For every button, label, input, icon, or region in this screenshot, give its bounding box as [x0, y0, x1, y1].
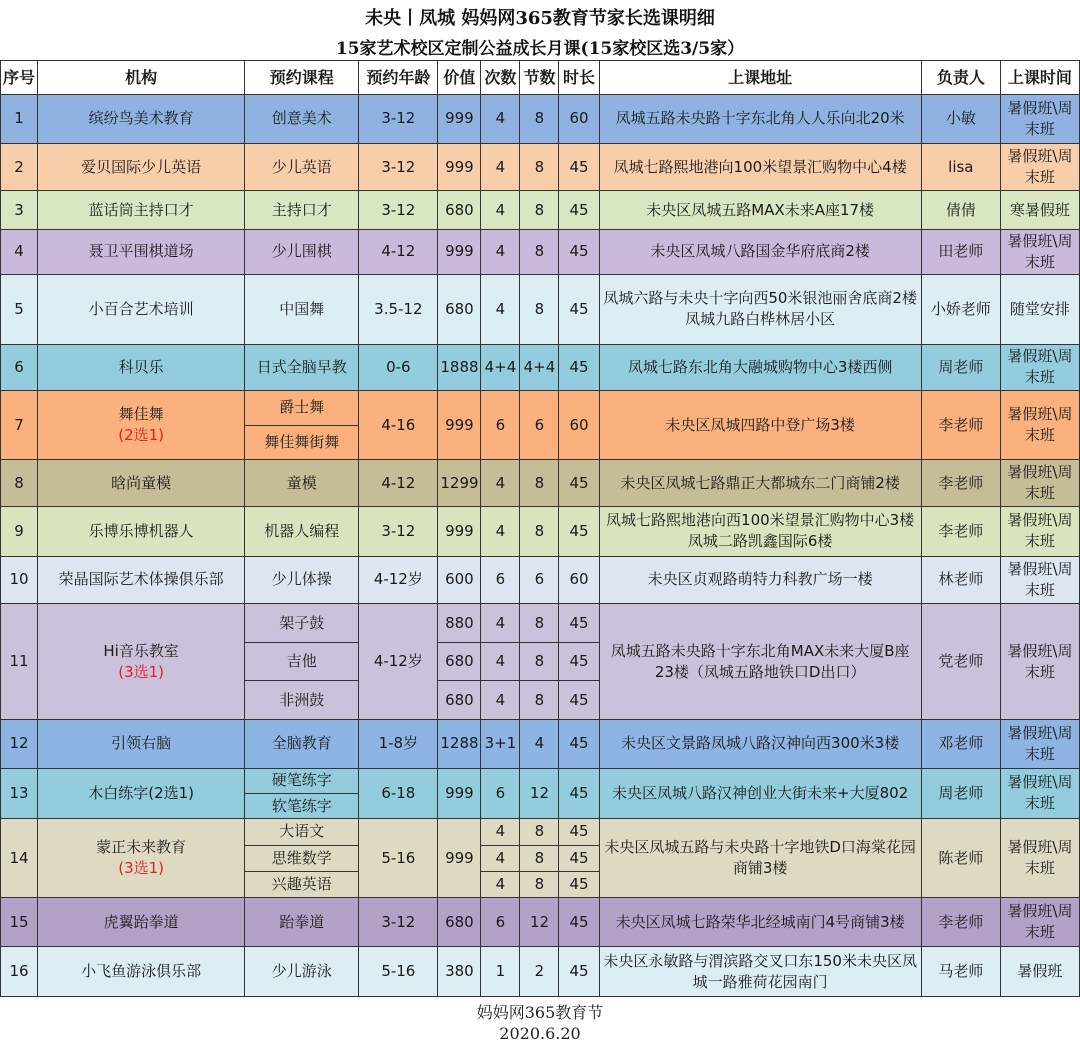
times-value: 4 — [481, 506, 520, 556]
price-value: 999 — [438, 391, 481, 460]
schedule-cell: 暑假班\周末班 — [1000, 768, 1079, 819]
price-value: 999 — [438, 768, 481, 819]
org-cell — [38, 819, 245, 898]
duration-value: 45 — [559, 191, 599, 230]
price-value: 1288 — [438, 719, 481, 768]
org-name: 蓝话筒主持口才 — [88, 200, 194, 219]
course-name: 非洲鼓 — [245, 681, 359, 720]
times-value: 4 — [481, 460, 520, 507]
price-value: 999 — [438, 229, 481, 274]
schedule-cell: 暑假班\周末班 — [1000, 556, 1079, 604]
address-cell: 凤城六路与未央十字向西50米银池丽舍底商2楼凤城九路白桦林居小区 — [599, 274, 921, 344]
org-name: 小飞鱼游泳俱乐部 — [81, 962, 202, 981]
row-number: 3 — [1, 191, 38, 230]
table-row — [1, 95, 1080, 144]
age-range: 4-12岁 — [359, 556, 438, 604]
header-no: 序号 — [1, 61, 38, 95]
address-cell: 凤城五路未央路十字东北角MAX未来大厦B座23楼（凤城五路地铁口D出口） — [599, 604, 921, 720]
contact-person: 马老师 — [921, 947, 1000, 997]
duration-value: 45 — [559, 143, 599, 191]
row-number: 14 — [1, 819, 38, 898]
price-value: 680 — [438, 274, 481, 344]
price-value: 600 — [438, 556, 481, 604]
age-range: 3.5-12 — [359, 274, 438, 344]
contact-person: 邓老师 — [921, 719, 1000, 768]
age-range: 3-12 — [359, 191, 438, 230]
age-range: 3-12 — [359, 506, 438, 556]
table-row — [1, 947, 1080, 997]
table-row — [1, 460, 1080, 507]
duration-value: 60 — [559, 95, 599, 144]
address-cell: 未央区永敏路与渭滨路交叉口东150米未央区凤城一路雅荷花园南门 — [599, 947, 921, 997]
sessions-value: 8 — [520, 460, 559, 507]
org-name: Hi音乐教室 — [103, 641, 179, 660]
address-cell: 凤城七路东北角大融城购物中心3楼西侧 — [599, 344, 921, 391]
course-name: 舞佳舞街舞 — [245, 425, 359, 459]
course-name: 爵士舞 — [245, 391, 359, 425]
table-row — [1, 768, 1080, 793]
contact-person: 李老师 — [921, 391, 1000, 460]
sessions-value: 8 — [520, 681, 559, 720]
org-cell — [38, 556, 245, 604]
footer-line-2: 2020.6.20 — [499, 1024, 581, 1043]
header-age: 预约年龄 — [359, 61, 438, 95]
times-value: 4+4 — [481, 344, 520, 391]
schedule-cell: 暑假班\周末班 — [1000, 719, 1079, 768]
sessions-value: 8 — [520, 274, 559, 344]
footer-line-1: 妈妈网365教育节 — [476, 1003, 604, 1022]
schedule-cell: 随堂安排 — [1000, 274, 1079, 344]
duration-value: 45 — [559, 506, 599, 556]
course-name: 大语文 — [245, 819, 359, 845]
times-value: 4 — [481, 872, 520, 898]
org-name: 木白练字(2选1) — [88, 783, 195, 802]
row-number: 9 — [1, 506, 38, 556]
age-range: 6-18 — [359, 768, 438, 819]
schedule-cell: 暑假班 — [1000, 947, 1079, 997]
title-line-1: 未央丨凤城 妈妈网365教育节家长选课明细 — [365, 8, 715, 29]
address-cell: 未央区凤城八路汉神创业大街未来+大厦802 — [599, 768, 921, 819]
schedule-cell: 暑假班\周末班 — [1000, 95, 1079, 144]
schedule-cell: 暑假班\周末班 — [1000, 898, 1079, 947]
org-cell — [38, 506, 245, 556]
org-cell — [38, 391, 245, 460]
times-value: 6 — [481, 898, 520, 947]
schedule-cell: 暑假班\周末班 — [1000, 229, 1079, 274]
age-range: 5-16 — [359, 947, 438, 997]
org-cell — [38, 143, 245, 191]
address-cell: 未央区凤城七路荣华北经城南门4号商铺3楼 — [599, 898, 921, 947]
org-cell — [38, 947, 245, 997]
org-name: 小百合艺术培训 — [88, 299, 194, 318]
row-number: 12 — [1, 719, 38, 768]
age-range: 4-12岁 — [359, 604, 438, 720]
schedule-cell: 暑假班\周末班 — [1000, 344, 1079, 391]
duration-value: 45 — [559, 872, 599, 898]
schedule-cell: 寒暑假班 — [1000, 191, 1079, 230]
address-cell: 凤城五路未央路十字东北角人人乐向北20米 — [599, 95, 921, 144]
table-row — [1, 604, 1080, 643]
duration-value: 45 — [559, 274, 599, 344]
duration-value: 45 — [559, 344, 599, 391]
header-contact: 负责人 — [921, 61, 1000, 95]
org-name: 舞佳舞 — [118, 405, 164, 424]
sessions-value: 8 — [520, 229, 559, 274]
duration-value: 45 — [559, 947, 599, 997]
contact-person: 党老师 — [921, 604, 1000, 720]
org-name: 引领右脑 — [111, 734, 172, 753]
duration-value: 45 — [559, 460, 599, 507]
price-value: 680 — [438, 191, 481, 230]
course-name: 吉他 — [245, 642, 359, 681]
duration-value: 45 — [559, 604, 599, 643]
org-cell — [38, 229, 245, 274]
address-cell: 未央区贞观路萌特力科教广场一楼 — [599, 556, 921, 604]
price-value: 1888 — [438, 344, 481, 391]
address-cell: 凤城七路熙地港向100米望景汇购物中心4楼 — [599, 143, 921, 191]
address-cell: 未央区凤城五路与未央路十字地铁D口海棠花园商铺3楼 — [599, 819, 921, 898]
duration-value: 45 — [559, 681, 599, 720]
course-name: 创意美术 — [245, 95, 359, 144]
org-name: 虎翼跆拳道 — [103, 912, 179, 931]
times-value: 4 — [481, 229, 520, 274]
table-row — [1, 898, 1080, 947]
age-range: 1-8岁 — [359, 719, 438, 768]
age-range: 4-12 — [359, 460, 438, 507]
org-name: 爱贝国际少儿英语 — [81, 157, 202, 176]
age-range: 4-12 — [359, 229, 438, 274]
sessions-value: 6 — [520, 556, 559, 604]
header-sessions: 节数 — [520, 61, 559, 95]
course-name: 少儿英语 — [245, 143, 359, 191]
address-cell: 未央区凤城七路鼎正大都城东二门商铺2楼 — [599, 460, 921, 507]
table-row — [1, 556, 1080, 604]
org-cell — [38, 274, 245, 344]
course-name: 少儿体操 — [245, 556, 359, 604]
duration-value: 45 — [559, 642, 599, 681]
course-name: 思维数学 — [245, 845, 359, 871]
contact-person: 小敏 — [921, 95, 1000, 144]
sessions-value: 8 — [520, 642, 559, 681]
title-line-2: 15家艺术校区定制公益成长月课(15家校区选3/5家） — [335, 39, 745, 59]
contact-person: 陈老师 — [921, 819, 1000, 898]
contact-person: 林老师 — [921, 556, 1000, 604]
org-choice-note: (3选1) — [118, 859, 165, 878]
sessions-value: 4+4 — [520, 344, 559, 391]
table-row — [1, 344, 1080, 391]
price-value: 380 — [438, 947, 481, 997]
contact-person: 小娇老师 — [921, 274, 1000, 344]
sessions-value: 8 — [520, 143, 559, 191]
duration-value: 45 — [559, 845, 599, 871]
sessions-value: 8 — [520, 845, 559, 871]
row-number: 13 — [1, 768, 38, 819]
course-name: 中国舞 — [245, 274, 359, 344]
sessions-value: 8 — [520, 872, 559, 898]
sessions-value: 8 — [520, 95, 559, 144]
table-row — [1, 191, 1080, 230]
contact-person: 倩倩 — [921, 191, 1000, 230]
row-number: 10 — [1, 556, 38, 604]
schedule-cell: 暑假班\周末班 — [1000, 391, 1079, 460]
org-cell — [38, 191, 245, 230]
org-cell — [38, 344, 245, 391]
address-cell: 未央区文景路凤城八路汉神向西300米3楼 — [599, 719, 921, 768]
course-name: 日式全脑早教 — [245, 344, 359, 391]
row-number: 16 — [1, 947, 38, 997]
duration-value: 45 — [559, 768, 599, 819]
org-cell — [38, 898, 245, 947]
sessions-value: 8 — [520, 506, 559, 556]
row-number: 4 — [1, 229, 38, 274]
header-times: 次数 — [481, 61, 520, 95]
contact-person: 周老师 — [921, 344, 1000, 391]
header-org: 机构 — [38, 61, 245, 95]
times-value: 6 — [481, 768, 520, 819]
duration-value: 60 — [559, 391, 599, 460]
duration-value: 60 — [559, 556, 599, 604]
org-cell — [38, 460, 245, 507]
age-range: 0-6 — [359, 344, 438, 391]
contact-person: 周老师 — [921, 768, 1000, 819]
contact-person: lisa — [921, 143, 1000, 191]
table-row — [1, 719, 1080, 768]
schedule-cell: 暑假班\周末班 — [1000, 604, 1079, 720]
org-cell — [38, 768, 245, 819]
duration-value: 45 — [559, 719, 599, 768]
age-range: 3-12 — [359, 95, 438, 144]
times-value: 1 — [481, 947, 520, 997]
address-cell: 凤城七路熙地港向西100米望景汇购物中心3楼凤城二路凯鑫国际6楼 — [599, 506, 921, 556]
duration-value: 45 — [559, 819, 599, 845]
table-row — [1, 506, 1080, 556]
org-choice-note: (3选1) — [118, 662, 165, 681]
course-name: 机器人编程 — [245, 506, 359, 556]
table-row — [1, 229, 1080, 274]
times-value: 4 — [481, 681, 520, 720]
times-value: 6 — [481, 391, 520, 460]
price-value: 680 — [438, 642, 481, 681]
price-value: 999 — [438, 95, 481, 144]
sessions-value: 8 — [520, 191, 559, 230]
times-value: 4 — [481, 191, 520, 230]
sessions-value: 12 — [520, 768, 559, 819]
header-price: 价值 — [438, 61, 481, 95]
times-value: 4 — [481, 819, 520, 845]
row-number: 11 — [1, 604, 38, 720]
course-name: 少儿游泳 — [245, 947, 359, 997]
price-value: 999 — [438, 143, 481, 191]
age-range: 5-16 — [359, 819, 438, 898]
price-value: 999 — [438, 819, 481, 898]
sessions-value: 12 — [520, 898, 559, 947]
course-name: 少儿围棋 — [245, 229, 359, 274]
course-name: 跆拳道 — [245, 898, 359, 947]
times-value: 4 — [481, 95, 520, 144]
header-schedule: 上课时间 — [1000, 61, 1079, 95]
times-value: 4 — [481, 143, 520, 191]
row-number: 8 — [1, 460, 38, 507]
age-range: 3-12 — [359, 898, 438, 947]
org-choice-note: (2选1) — [118, 426, 165, 445]
table-row — [1, 819, 1080, 845]
times-value: 6 — [481, 556, 520, 604]
org-name: 晗尚童模 — [111, 473, 172, 492]
course-name: 主持口才 — [245, 191, 359, 230]
course-name: 兴趣英语 — [245, 872, 359, 898]
row-number: 6 — [1, 344, 38, 391]
duration-value: 45 — [559, 898, 599, 947]
address-cell: 未央区凤城四路中登广场3楼 — [599, 391, 921, 460]
course-name: 全脑教育 — [245, 719, 359, 768]
org-name: 荣晶国际艺术体操俱乐部 — [58, 570, 224, 589]
course-table — [0, 60, 1080, 997]
org-cell — [38, 604, 245, 720]
table-row — [1, 391, 1080, 425]
org-name: 蒙正未来教育 — [96, 838, 187, 857]
sessions-value: 4 — [520, 719, 559, 768]
contact-person: 田老师 — [921, 229, 1000, 274]
schedule-cell: 暑假班\周末班 — [1000, 143, 1079, 191]
header-address: 上课地址 — [599, 61, 921, 95]
price-value: 999 — [438, 506, 481, 556]
org-name: 缤纷鸟美术教育 — [88, 109, 194, 128]
times-value: 3+1 — [481, 719, 520, 768]
course-name: 童模 — [245, 460, 359, 507]
org-name: 乐博乐博机器人 — [88, 521, 194, 540]
times-value: 4 — [481, 604, 520, 643]
contact-person: 李老师 — [921, 898, 1000, 947]
course-name: 硬笔练字 — [245, 768, 359, 793]
age-range: 4-16 — [359, 391, 438, 460]
sessions-value: 2 — [520, 947, 559, 997]
address-cell: 未央区凤城八路国金华府底商2楼 — [599, 229, 921, 274]
org-cell — [38, 95, 245, 144]
org-name: 科贝乐 — [118, 357, 164, 376]
times-value: 4 — [481, 274, 520, 344]
header-duration: 时长 — [559, 61, 599, 95]
times-value: 4 — [481, 845, 520, 871]
header-row — [1, 61, 1080, 95]
row-number: 2 — [1, 143, 38, 191]
org-cell — [38, 719, 245, 768]
course-name: 架子鼓 — [245, 604, 359, 643]
price-value: 1299 — [438, 460, 481, 507]
row-number: 1 — [1, 95, 38, 144]
schedule-cell: 暑假班\周末班 — [1000, 460, 1079, 507]
row-number: 15 — [1, 898, 38, 947]
sessions-value: 6 — [520, 391, 559, 460]
duration-value: 45 — [559, 229, 599, 274]
contact-person: 李老师 — [921, 506, 1000, 556]
price-value: 880 — [438, 604, 481, 643]
sessions-value: 8 — [520, 819, 559, 845]
org-name: 聂卫平围棋道场 — [88, 242, 194, 261]
address-cell: 未央区凤城五路MAX未来A座17楼 — [599, 191, 921, 230]
price-value: 680 — [438, 898, 481, 947]
contact-person: 李老师 — [921, 460, 1000, 507]
times-value: 4 — [481, 642, 520, 681]
header-course: 预约课程 — [245, 61, 359, 95]
price-value: 680 — [438, 681, 481, 720]
course-name: 软笔练字 — [245, 793, 359, 818]
row-number: 5 — [1, 274, 38, 344]
table-row — [1, 274, 1080, 344]
table-row — [1, 143, 1080, 191]
age-range: 3-12 — [359, 143, 438, 191]
schedule-cell: 暑假班\周末班 — [1000, 506, 1079, 556]
schedule-cell: 暑假班\周末班 — [1000, 819, 1079, 898]
row-number: 7 — [1, 391, 38, 460]
sessions-value: 8 — [520, 604, 559, 643]
